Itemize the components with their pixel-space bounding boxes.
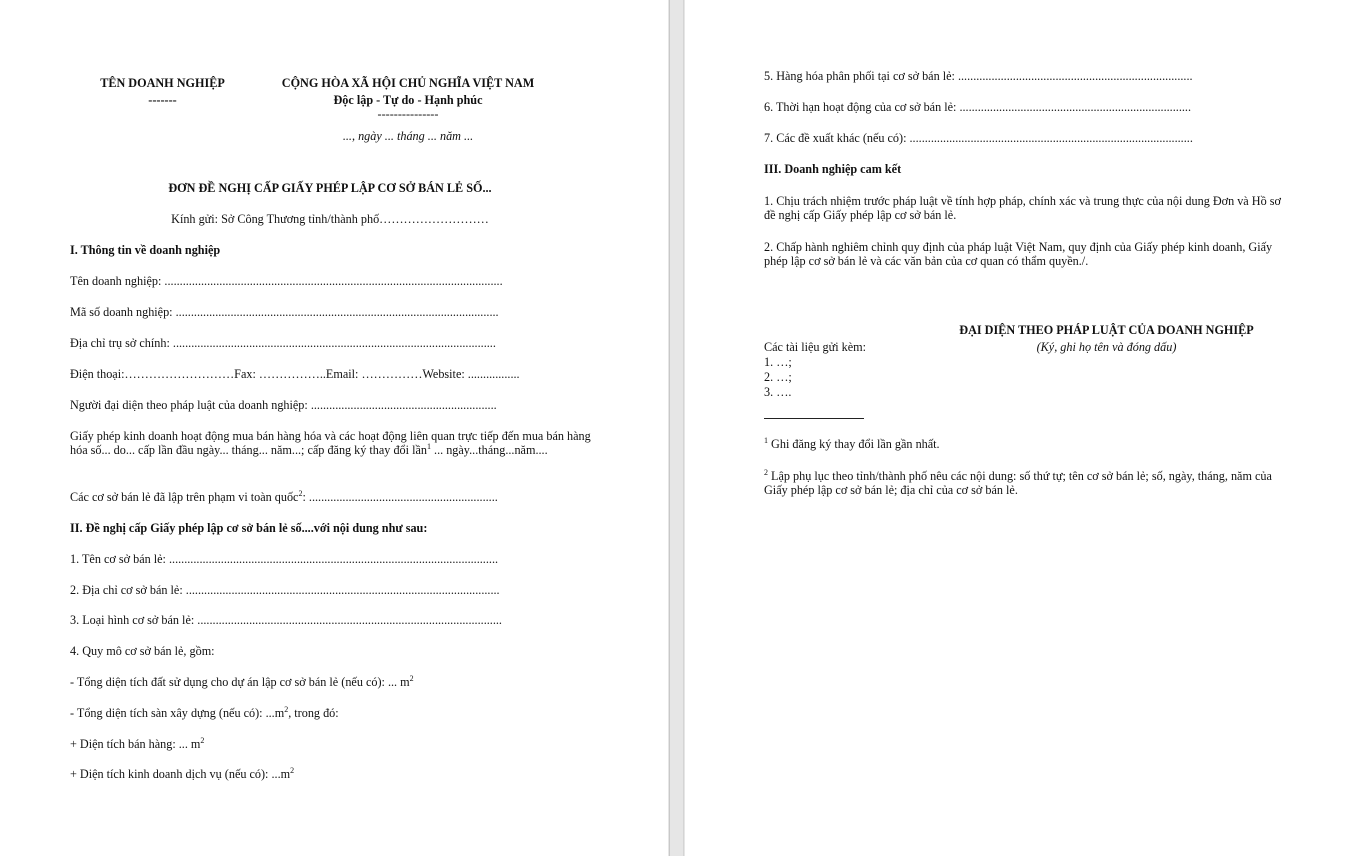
section-3-heading: III. Doanh nghiệp cam kết bbox=[764, 162, 902, 176]
page-gutter bbox=[668, 0, 685, 856]
commitment-1: 1. Chịu trách nhiệm trước pháp luật về tính hợp pháp, chính xác và trung thực của nội dung Đơn và Hồ sơ đề nghị cấp Giấy phép lập cơ sở bán lẻ. bbox=[764, 194, 1281, 222]
legal-rep-field: Người đại diện theo pháp luật của doanh nghiệp: ............................................................. bbox=[70, 398, 497, 412]
company-dashes: ------- bbox=[148, 93, 177, 107]
document-page-right bbox=[685, 0, 1354, 856]
footnote-separator bbox=[764, 418, 864, 419]
square-superscript: 2 bbox=[200, 735, 205, 745]
attachments-label: Các tài liệu gửi kèm: bbox=[764, 340, 867, 354]
outlet-name-field: 1. Tên cơ sở bán lẻ: ............................................................................................................ bbox=[70, 552, 499, 566]
square-superscript: 2 bbox=[409, 673, 414, 683]
established-outlets-text-b: : .............................................................. bbox=[302, 490, 498, 504]
sales-area-field bbox=[70, 737, 204, 751]
footnote-1 bbox=[764, 437, 940, 451]
date-line: ..., ngày ... tháng ... năm ... bbox=[342, 129, 474, 143]
page-edge-right bbox=[683, 0, 684, 856]
floor-area-text-b: , trong đó: bbox=[288, 706, 339, 720]
operation-term-field: 6. Thời hạn hoạt động của cơ sở bán lẻ: ............................................................................ bbox=[764, 100, 1192, 114]
established-outlets-field bbox=[70, 490, 498, 504]
attachment-item: 2. …; bbox=[764, 370, 792, 384]
head-office-field: Địa chỉ trụ sở chính: .......................................................................................................... bbox=[70, 336, 496, 350]
distributed-goods-field: 5. Hàng hóa phân phối tại cơ sở bán lẻ: ............................................................................. bbox=[764, 69, 1193, 83]
sales-area-text: + Diện tích bán hàng: ... m bbox=[70, 737, 201, 751]
square-superscript: 2 bbox=[284, 704, 289, 714]
land-area-text: - Tổng diện tích đất sử dụng cho dự án lập cơ sở bán lẻ (nếu có): ... m bbox=[70, 675, 410, 689]
recipient-line: Kính gửi: Sở Công Thương tỉnh/thành phố……………………… bbox=[171, 212, 489, 226]
floor-area-field bbox=[70, 706, 339, 720]
service-area-text: + Diện tích kinh doanh dịch vụ (nếu có): ...m bbox=[70, 767, 291, 781]
company-header: TÊN DOANH NGHIỆP bbox=[100, 76, 225, 90]
floor-area-text-a: - Tổng diện tích sàn xây dựng (nếu có): ...m bbox=[70, 706, 285, 720]
commitment-2: 2. Chấp hành nghiêm chỉnh quy định của pháp luật Việt Nam, quy định của Giấy phép kinh doanh, Giấy phép lập cơ sở bán lẻ và các văn bản của cơ quan có thẩm quyền./. bbox=[764, 240, 1273, 268]
service-area-field bbox=[70, 767, 294, 781]
footnote-ref-1: 1 bbox=[426, 441, 431, 451]
motto-dashes: --------------- bbox=[377, 107, 439, 121]
attachment-item: 3. …. bbox=[764, 385, 792, 399]
document-page-left bbox=[0, 0, 668, 856]
section-2-heading: II. Đề nghị cấp Giấy phép lập cơ sở bán lẻ số....với nội dung như sau: bbox=[70, 521, 428, 535]
square-superscript: 2 bbox=[290, 765, 295, 775]
established-outlets-text-a: Các cơ sở bán lẻ đã lập trên phạm vi toàn quốc bbox=[70, 490, 299, 504]
page-edge-left bbox=[669, 0, 670, 856]
national-motto: Độc lập - Tự do - Hạnh phúc bbox=[333, 93, 483, 107]
republic-header: CỘNG HÒA XÃ HỘI CHỦ NGHĨA VIỆT NAM bbox=[281, 76, 535, 90]
outlet-scale-heading: 4. Quy mô cơ sở bán lẻ, gồm: bbox=[70, 644, 215, 658]
section-1-heading: I. Thông tin về doanh nghiệp bbox=[70, 243, 221, 257]
outlet-address-field: 2. Địa chỉ cơ sở bán lẻ: ....................................................................................................... bbox=[70, 583, 500, 597]
business-license-text-a: Giấy phép kinh doanh hoạt động mua bán hàng hóa và các hoạt động liên quan trực tiếp đến mua bán hàng hóa số... do... cấp lần đầu ngày... tháng... năm...; cấp đăng ký thay đổi lần bbox=[70, 429, 591, 457]
tax-code-field: Mã số doanh nghiệp: .......................................................................................................... bbox=[70, 305, 499, 319]
contact-field: Điện thoại:………………………Fax: ……………..Email: ……………Website: ................. bbox=[70, 367, 520, 381]
footnote-ref-2: 2 bbox=[298, 488, 303, 498]
other-proposals-field: 7. Các đề xuất khác (nếu có): ............................................................................................. bbox=[764, 131, 1193, 145]
land-area-field bbox=[70, 675, 414, 689]
footnote-2-text: Lập phụ lục theo tỉnh/thành phố nêu các nội dung: số thứ tự; tên cơ sở bán lẻ; số, ngày, tháng, năm của Giấy phép lập cơ sở bán lẻ; địa chỉ của cơ sở bán lẻ. bbox=[764, 469, 1272, 497]
attachment-item: 1. …; bbox=[764, 355, 792, 369]
company-name-field: Tên doanh nghiệp: ............................................................................................................... bbox=[70, 274, 503, 288]
business-license-paragraph bbox=[70, 429, 592, 457]
signatory-title: ĐẠI DIỆN THEO PHÁP LUẬT CỦA DOANH NGHIỆP bbox=[959, 323, 1254, 337]
outlet-type-field: 3. Loại hình cơ sở bán lẻ: .................................................................................................... bbox=[70, 613, 502, 627]
footnote-mark-2: 2 bbox=[764, 467, 768, 477]
business-license-text-b: ... ngày...tháng...năm.... bbox=[430, 443, 548, 457]
form-title: ĐƠN ĐỀ NGHỊ CẤP GIẤY PHÉP LẬP CƠ SỞ BÁN LẺ SỐ... bbox=[168, 181, 492, 195]
signatory-note: (Ký, ghi họ tên và đóng dấu) bbox=[1036, 340, 1177, 354]
footnote-2 bbox=[764, 469, 1286, 497]
footnote-1-text: Ghi đăng ký thay đổi lần gần nhất. bbox=[768, 437, 940, 451]
footnote-mark-1: 1 bbox=[764, 435, 768, 445]
